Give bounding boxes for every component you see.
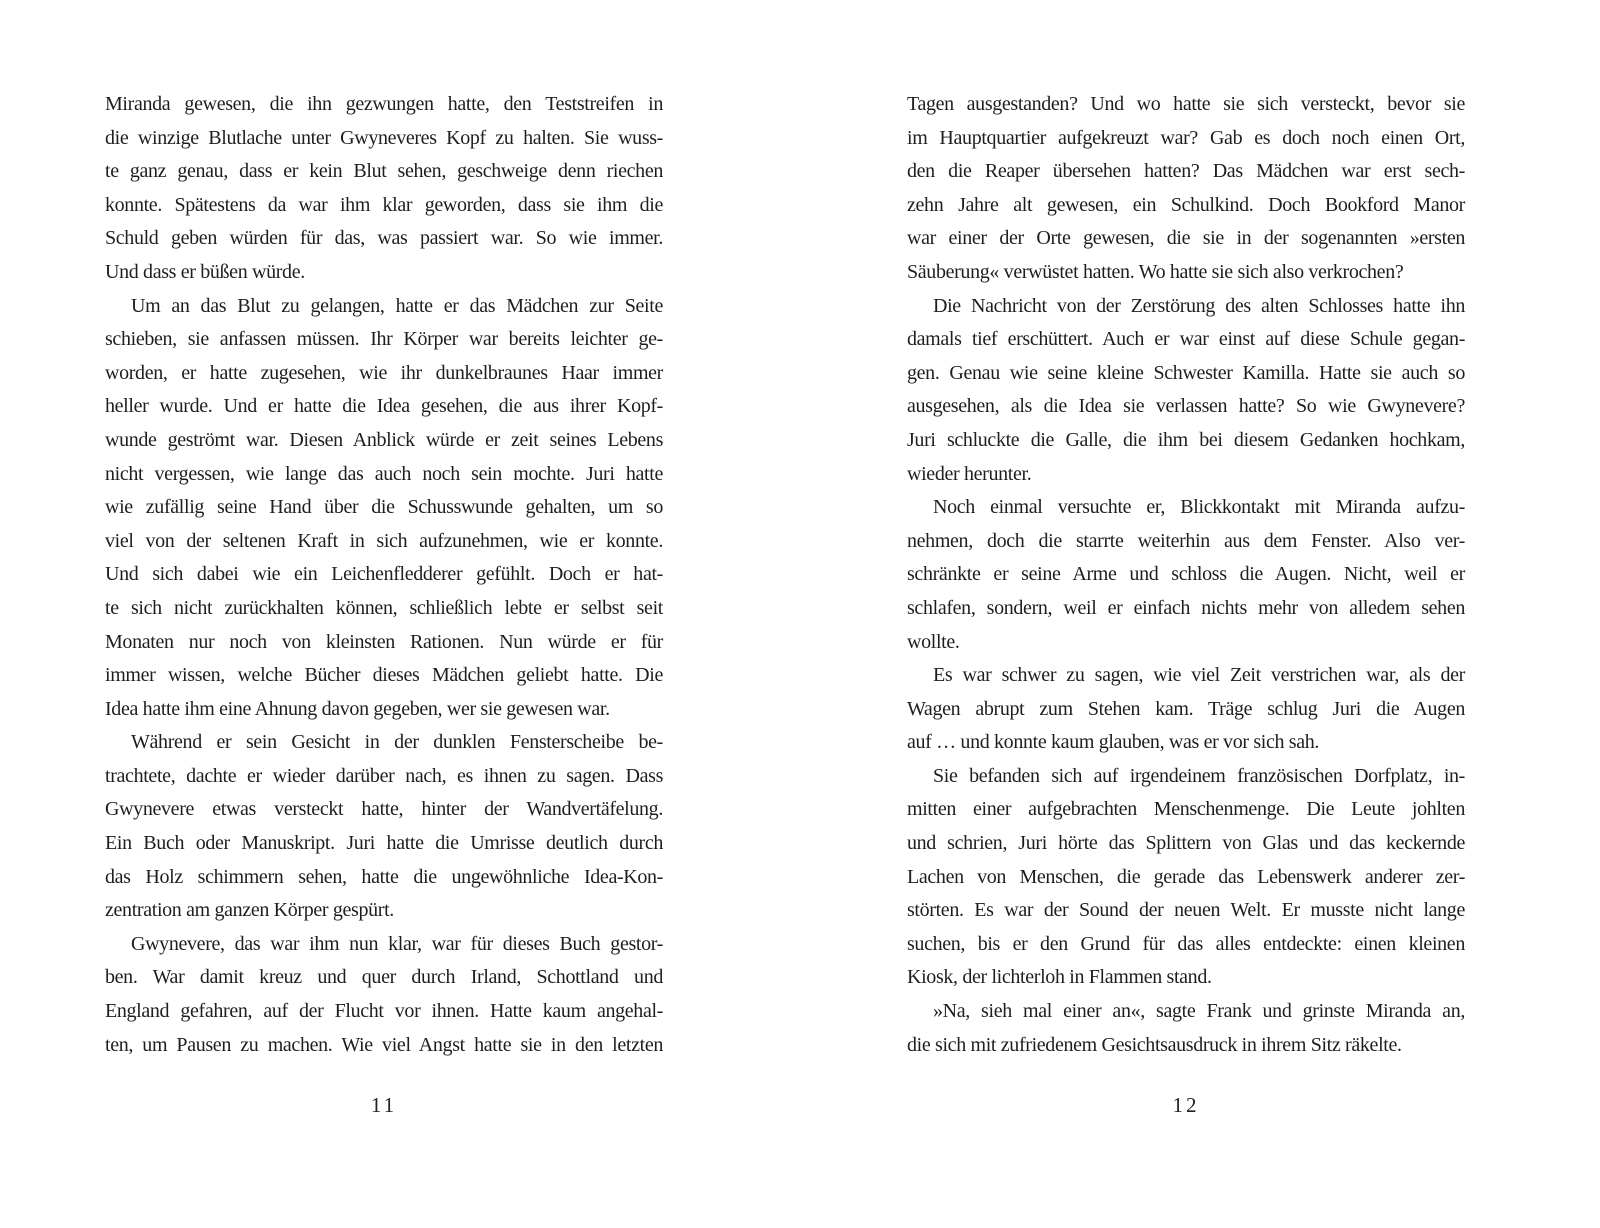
text-line: »Na, sieh mal einer an«, sagte Frank und grinste Miranda an,: [933, 1000, 1465, 1023]
text-line: zentration am ganzen Körper gespürt.: [105, 899, 394, 922]
page-right-text-block: [907, 88, 1465, 1062]
text-line: auf … und konnte kaum glauben, was er vor sich sah.: [907, 731, 1320, 754]
text-line: wollte.: [907, 630, 960, 653]
page-right: [907, 88, 1465, 1118]
text-line: Sie befanden sich auf irgendeinem französischen Dorfplatz, in-: [933, 764, 1465, 787]
text-line: viel von der seltenen Kraft in sich aufzunehmen, wie er konnte.: [105, 529, 663, 552]
text-line: te ganz genau, dass er kein Blut sehen, geschweige denn riechen: [105, 160, 663, 183]
text-line: immer wissen, welche Bücher dieses Mädchen geliebt hatte. Die: [105, 664, 663, 687]
text-line: wie zufällig seine Hand über die Schusswunde gehalten, um so: [105, 496, 663, 519]
text-line: war einer der Orte gewesen, die sie in der sogenannten »ersten: [907, 227, 1465, 250]
text-line: Während er sein Gesicht in der dunklen Fensterscheibe be-: [131, 731, 663, 754]
text-line: Um an das Blut zu gelangen, hatte er das Mädchen zur Seite: [131, 294, 663, 317]
text-line: die winzige Blutlache unter Gwyneveres Kopf zu halten. Sie wuss-: [105, 126, 663, 149]
text-line: gen. Genau wie seine kleine Schwester Kamilla. Hatte sie auch so: [907, 361, 1465, 384]
text-line: zehn Jahre alt gewesen, ein Schulkind. Doch Bookford Manor: [907, 193, 1465, 216]
text-line: damals tief erschüttert. Auch er war einst auf diese Schule gegan-: [907, 328, 1465, 351]
text-line: trachtete, dachte er wieder darüber nach, es ihnen zu sagen. Dass: [105, 764, 663, 787]
text-line: schieben, sie anfassen müssen. Ihr Körper war bereits leichter ge-: [105, 328, 663, 351]
text-line: schränkte er seine Arme und schloss die Augen. Nicht, weil er: [907, 563, 1465, 586]
text-line: te sich nicht zurückhalten können, schließlich lebte er selbst seit: [105, 596, 663, 619]
page-number-right: 12: [1172, 1093, 1200, 1118]
text-line: Juri schluckte die Galle, die ihm bei diesem Gedanken hochkam,: [907, 428, 1465, 451]
text-line: nehmen, doch die starrte weiterhin aus dem Fenster. Also ver-: [907, 529, 1465, 552]
text-line: konnte. Spätestens da war ihm klar geworden, dass sie ihm die: [105, 193, 663, 216]
text-line: Lachen von Menschen, die gerade das Lebenswerk anderer zer-: [907, 865, 1465, 888]
text-line: mitten einer aufgebrachten Menschenmenge. Die Leute johlten: [907, 798, 1465, 821]
text-line: heller wurde. Und er hatte die Idea gesehen, die aus ihrer Kopf-: [105, 395, 663, 418]
text-line: Miranda gewesen, die ihn gezwungen hatte, den Teststreifen in: [105, 93, 663, 115]
text-line: Gwynevere, das war ihm nun klar, war für dieses Buch gestor-: [131, 932, 663, 955]
text-line: im Hauptquartier aufgekreuzt war? Gab es doch noch einen Ort,: [907, 126, 1465, 149]
text-line: Es war schwer zu sagen, wie viel Zeit verstrichen war, als der: [933, 664, 1465, 687]
text-line: und schrien, Juri hörte das Splittern von Glas und das keckernde: [907, 832, 1465, 855]
text-line: ausgesehen, als die Idea sie verlassen hatte? So wie Gwynevere?: [907, 395, 1465, 418]
text-line: Noch einmal versuchte er, Blickkontakt mit Miranda aufzu-: [933, 496, 1465, 519]
text-line: Die Nachricht von der Zerstörung des alten Schlosses hatte ihn: [933, 294, 1465, 317]
text-line: Monaten nur noch von kleinsten Rationen. Nun würde er für: [105, 630, 663, 653]
text-line: Wagen abrupt zum Stehen kam. Träge schlug Juri die Augen: [907, 697, 1465, 720]
text-line: worden, er hatte zugesehen, wie ihr dunkelbraunes Haar immer: [105, 361, 663, 384]
text-line: wunde geströmt war. Diesen Anblick würde er zeit seines Lebens: [105, 428, 663, 451]
text-line: Säuberung« verwüstet hatten. Wo hatte sie sich also verkrochen?: [907, 260, 1404, 283]
text-line: ben. War damit kreuz und quer durch Irland, Schottland und: [105, 966, 663, 989]
text-line: Gwynevere etwas versteckt hatte, hinter der Wandvertäfelung.: [105, 798, 663, 821]
text-line: suchen, bis er den Grund für das alles entdeckte: einen kleinen: [907, 932, 1465, 955]
text-line: Idea hatte ihm eine Ahnung davon gegeben, wer sie gewesen war.: [105, 697, 610, 720]
text-line: ten, um Pausen zu machen. Wie viel Angst hatte sie in den letzten: [105, 1033, 663, 1056]
text-line: störten. Es war der Sound der neuen Welt. Er musste nicht lange: [907, 899, 1465, 922]
text-line: den die Reaper übersehen hatten? Das Mädchen war erst sech-: [907, 160, 1465, 183]
text-line: nicht vergessen, wie lange das auch noch sein mochte. Juri hatte: [105, 462, 663, 485]
text-line: die sich mit zufriedenem Gesichtsausdruck in ihrem Sitz räkelte.: [907, 1033, 1402, 1056]
page-left: [105, 88, 663, 1118]
page-number-left: 11: [370, 1093, 398, 1118]
text-line: Tagen ausgestanden? Und wo hatte sie sich versteckt, bevor sie: [907, 93, 1465, 115]
text-line: schlafen, sondern, weil er einfach nichts mehr von alledem sehen: [907, 596, 1465, 619]
page-left-text-block: [105, 88, 663, 1062]
text-line: wieder herunter.: [907, 462, 1032, 485]
text-line: Kiosk, der lichterloh in Flammen stand.: [907, 966, 1212, 989]
text-line: das Holz schimmern sehen, hatte die ungewöhnliche Idea-Kon-: [105, 865, 663, 888]
text-line: Schuld geben würden für das, was passiert war. So wie immer.: [105, 227, 663, 250]
text-line: Und dass er büßen würde.: [105, 260, 305, 283]
text-line: England gefahren, auf der Flucht vor ihnen. Hatte kaum angehal-: [105, 1000, 663, 1023]
text-line: Und sich dabei wie ein Leichenfledderer gefühlt. Doch er hat-: [105, 563, 663, 586]
text-line: Ein Buch oder Manuskript. Juri hatte die Umrisse deutlich durch: [105, 832, 663, 855]
